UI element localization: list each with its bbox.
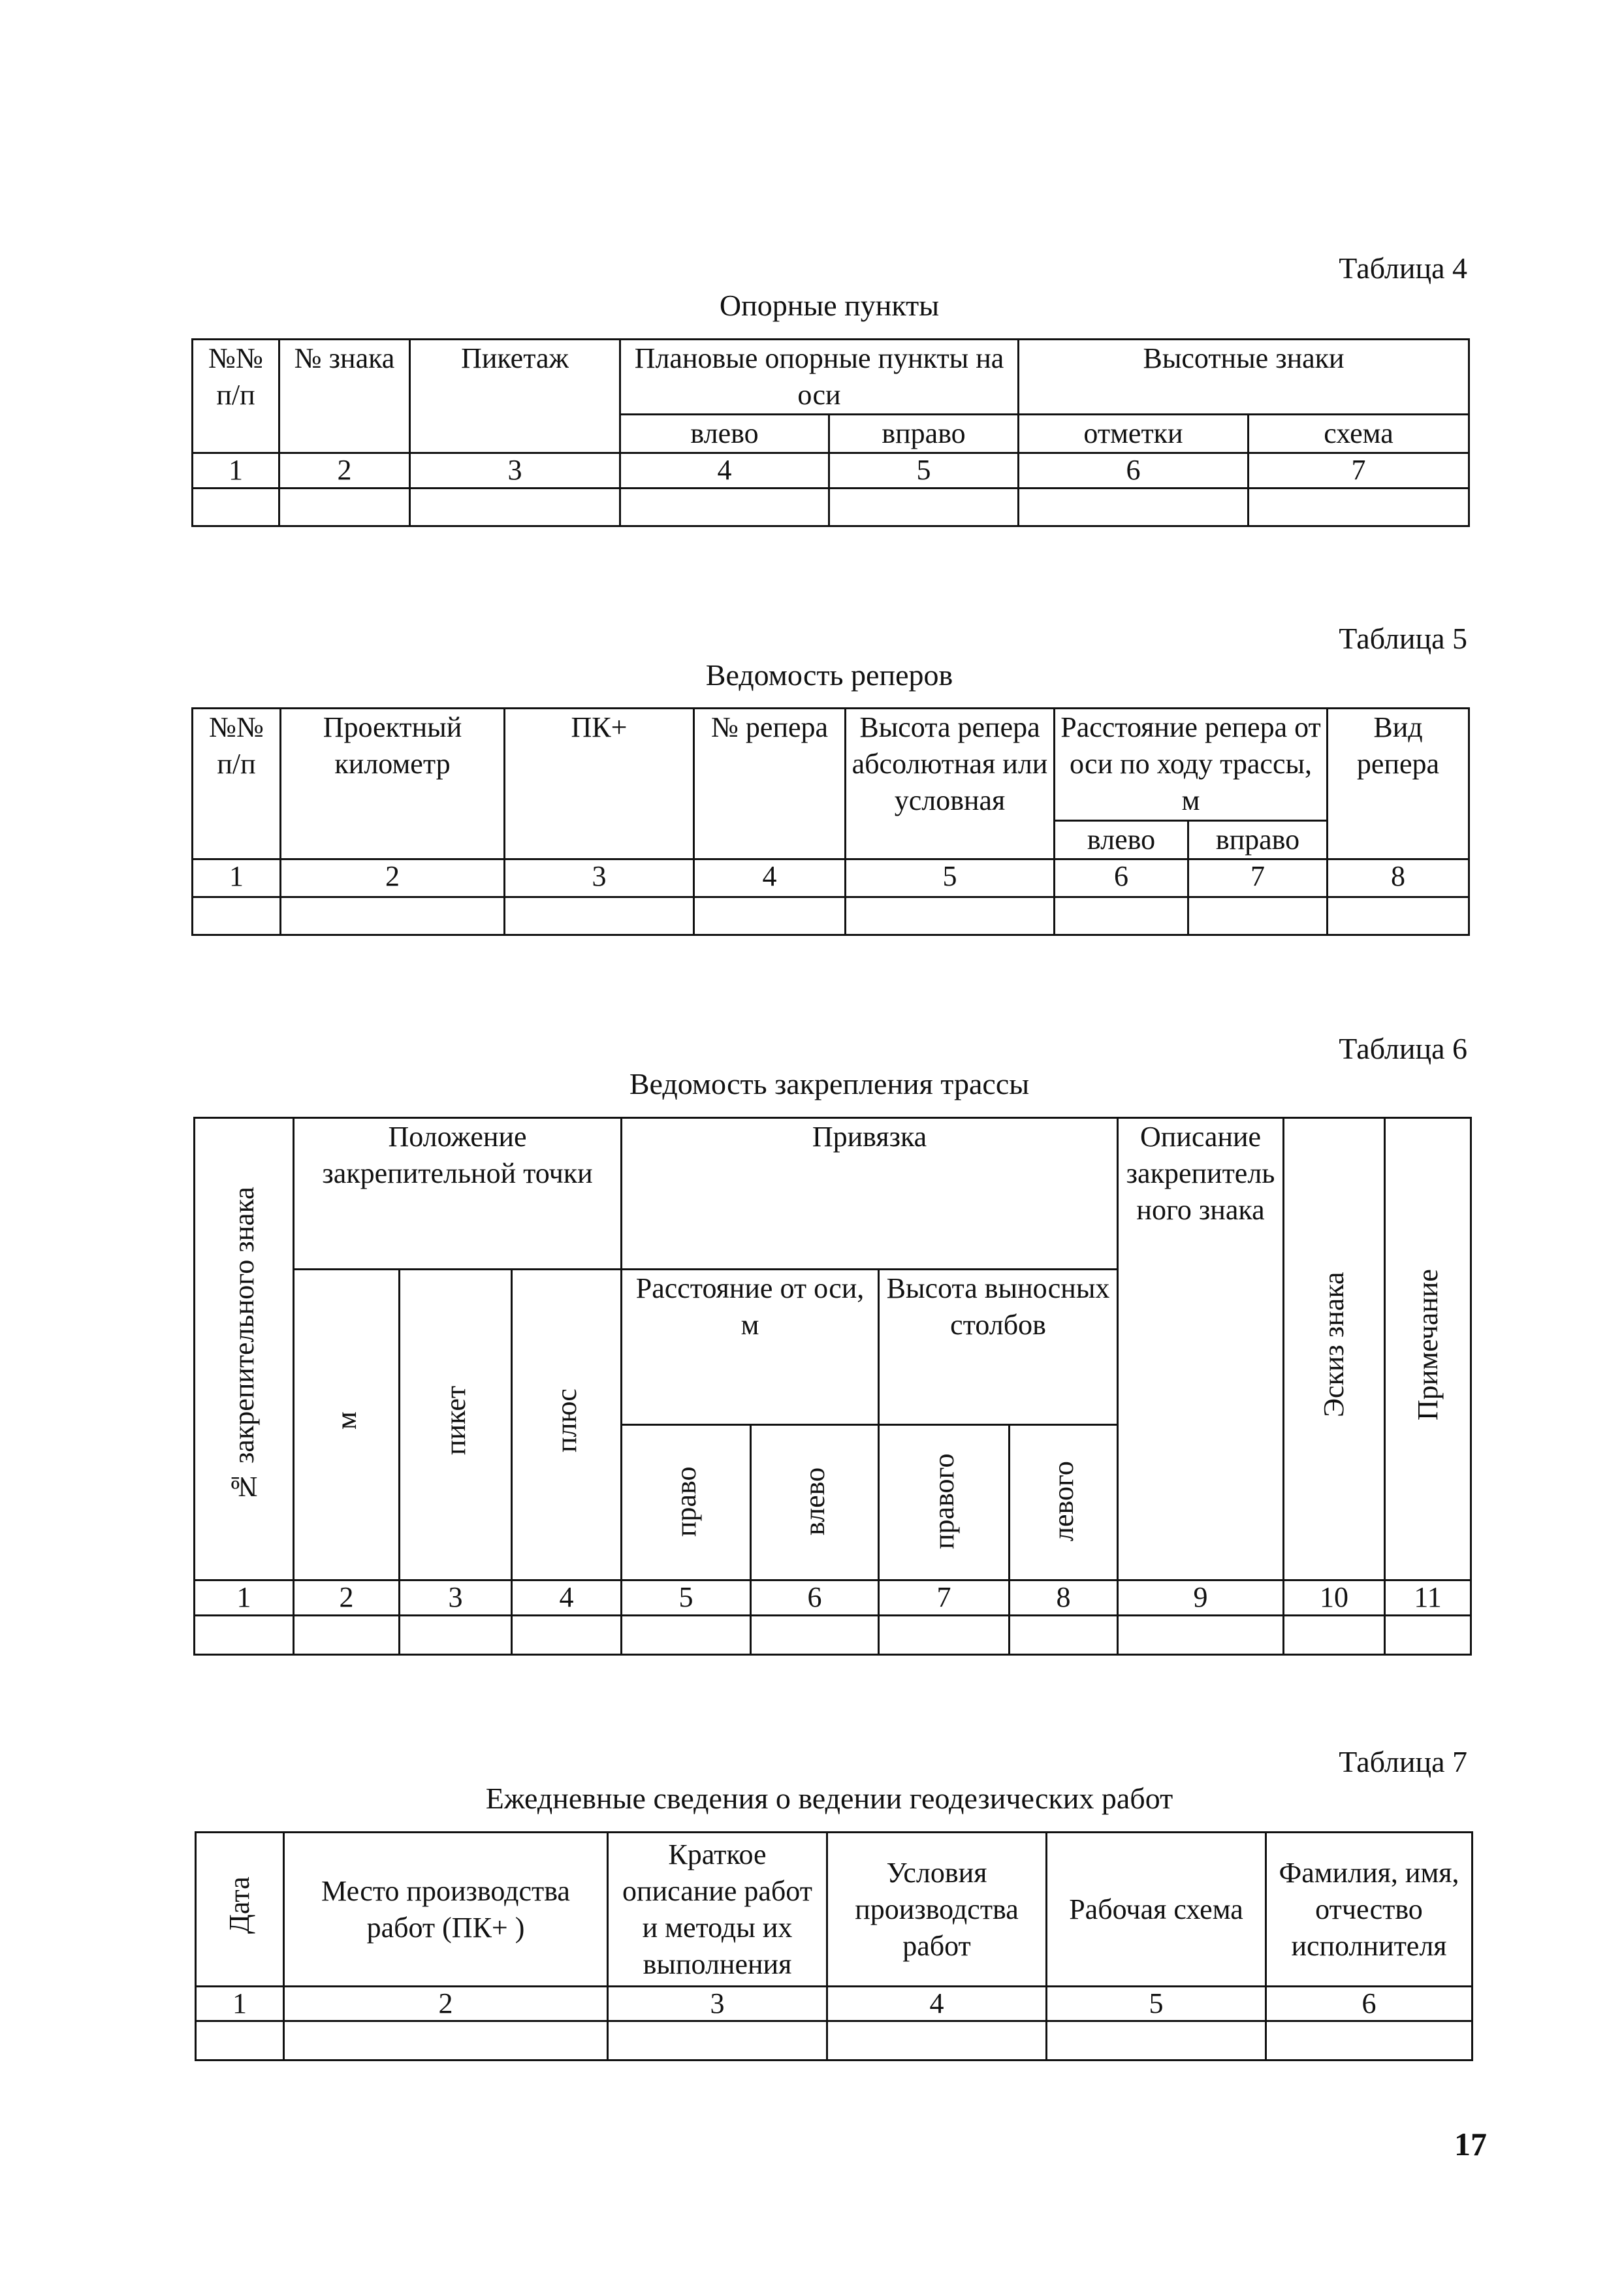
t6-header-left-post: левого — [1010, 1425, 1118, 1580]
t5-header-pk: ПК+ — [505, 709, 694, 859]
t7-col-number: 4 — [827, 1987, 1047, 2021]
t6-col-number: 5 — [622, 1580, 751, 1616]
t4-empty-row — [193, 489, 1469, 526]
table7-title: Ежедневные сведения о ведении геодезических работ — [485, 1782, 1173, 1815]
t7-header-executor: Фамилия, имя, отчество исполнителя — [1266, 1833, 1473, 1987]
t7-header-brief: Краткое описание работ и методы их выполнения — [608, 1833, 827, 1987]
table4-title: Опорные пункты — [719, 289, 940, 322]
t7-header-scheme: Рабочая схема — [1047, 1833, 1266, 1987]
t4-header-right: вправо — [829, 415, 1019, 453]
table5 — [191, 707, 1470, 936]
t4-header-left: влево — [620, 415, 829, 453]
t4-header-sign: № знака — [279, 340, 410, 453]
t5-header-benchmark-no: № репера — [694, 709, 846, 859]
t5-col-number: 5 — [846, 859, 1055, 897]
t6-col-number: 8 — [1010, 1580, 1118, 1616]
t6-header-right: право — [622, 1425, 751, 1580]
t5-empty-row — [193, 897, 1469, 935]
t6-col-number: 1 — [195, 1580, 294, 1616]
t7-header-date: Дата — [196, 1833, 284, 1987]
t6-header-distance: Расстояние от оси, м — [622, 1270, 879, 1425]
table6 — [193, 1117, 1472, 1656]
t6-col-number: 6 — [751, 1580, 879, 1616]
t5-col-number: 4 — [694, 859, 846, 897]
t7-col-number: 6 — [1266, 1987, 1473, 2021]
table6-title: Ведомость закрепления трассы — [629, 1067, 1030, 1100]
t4-col-number: 4 — [620, 453, 829, 489]
t6-header-sketch: Эскиз знака — [1284, 1118, 1385, 1580]
t4-col-number: 5 — [829, 453, 1019, 489]
t4-col-number: 2 — [279, 453, 410, 489]
table7 — [195, 1831, 1473, 2061]
table5-label: Таблица 5 — [1339, 622, 1467, 655]
t6-header-left: влево — [751, 1425, 879, 1580]
t5-header-num: №№ п/п — [193, 709, 281, 859]
t4-header-scheme: схема — [1249, 415, 1469, 453]
t5-header-height: Высота репера абсолютная или условная — [846, 709, 1055, 859]
t4-col-number: 7 — [1249, 453, 1469, 489]
t4-header-num: №№ п/п — [193, 340, 279, 453]
t7-col-number: 1 — [196, 1987, 284, 2021]
t5-col-number: 7 — [1188, 859, 1328, 897]
t6-header-description: Описание закрепительного знака — [1118, 1118, 1284, 1580]
t7-col-number: 2 — [284, 1987, 608, 2021]
t6-col-number: 10 — [1284, 1580, 1385, 1616]
t6-col-number: 9 — [1118, 1580, 1284, 1616]
t6-header-binding: Привязка — [622, 1118, 1118, 1270]
t6-header-sign-no: № закрепительного знака — [195, 1118, 294, 1580]
t7-header-conditions: Условия производства работ — [827, 1833, 1047, 1987]
t6-col-number: 11 — [1385, 1580, 1471, 1616]
t4-col-number: 1 — [193, 453, 279, 489]
t6-header-note: Примечание — [1385, 1118, 1471, 1580]
t6-header-m: м — [294, 1270, 400, 1580]
table4 — [191, 338, 1470, 527]
t5-header-type: Вид репера — [1328, 709, 1469, 859]
t4-header-height-signs: Высотные знаки — [1019, 340, 1469, 415]
t5-col-number: 2 — [281, 859, 505, 897]
t6-header-right-post: правого — [879, 1425, 1010, 1580]
t5-header-km: Проектный километр — [281, 709, 505, 859]
t7-empty-row — [196, 2021, 1473, 2060]
page-number: 17 — [1454, 2126, 1487, 2162]
t5-col-number: 3 — [505, 859, 694, 897]
t4-col-number: 6 — [1019, 453, 1249, 489]
t7-col-number: 5 — [1047, 1987, 1266, 2021]
t5-col-number: 6 — [1055, 859, 1188, 897]
table6-label: Таблица 6 — [1339, 1032, 1467, 1065]
t6-col-number: 2 — [294, 1580, 400, 1616]
t6-col-number: 7 — [879, 1580, 1010, 1616]
t7-header-place: Место производства работ (ПК+ ) — [284, 1833, 608, 1987]
table5-title: Ведомость реперов — [705, 658, 953, 692]
t5-header-left: влево — [1055, 821, 1188, 859]
table7-label: Таблица 7 — [1339, 1745, 1467, 1778]
t4-col-number: 3 — [410, 453, 620, 489]
t6-header-plus: плюс — [512, 1270, 622, 1580]
t6-empty-row — [195, 1616, 1471, 1655]
t5-header-distance: Расстояние репера от оси по ходу трассы, м — [1055, 709, 1328, 821]
t5-col-number: 8 — [1328, 859, 1469, 897]
t6-header-position: Положение закрепительной точки — [294, 1118, 622, 1270]
t5-header-right: вправо — [1188, 821, 1328, 859]
t6-header-posts-height: Высота выносных столбов — [879, 1270, 1118, 1425]
t6-header-picket: пикет — [400, 1270, 512, 1580]
t7-col-number: 3 — [608, 1987, 827, 2021]
t4-header-marks: отметки — [1019, 415, 1249, 453]
t6-col-number: 4 — [512, 1580, 622, 1616]
t6-col-number: 3 — [400, 1580, 512, 1616]
t4-header-plan-points: Плановые опорные пункты на оси — [620, 340, 1019, 415]
t4-header-picket: Пикетаж — [410, 340, 620, 453]
t5-col-number: 1 — [193, 859, 281, 897]
table4-label: Таблица 4 — [1339, 251, 1467, 285]
